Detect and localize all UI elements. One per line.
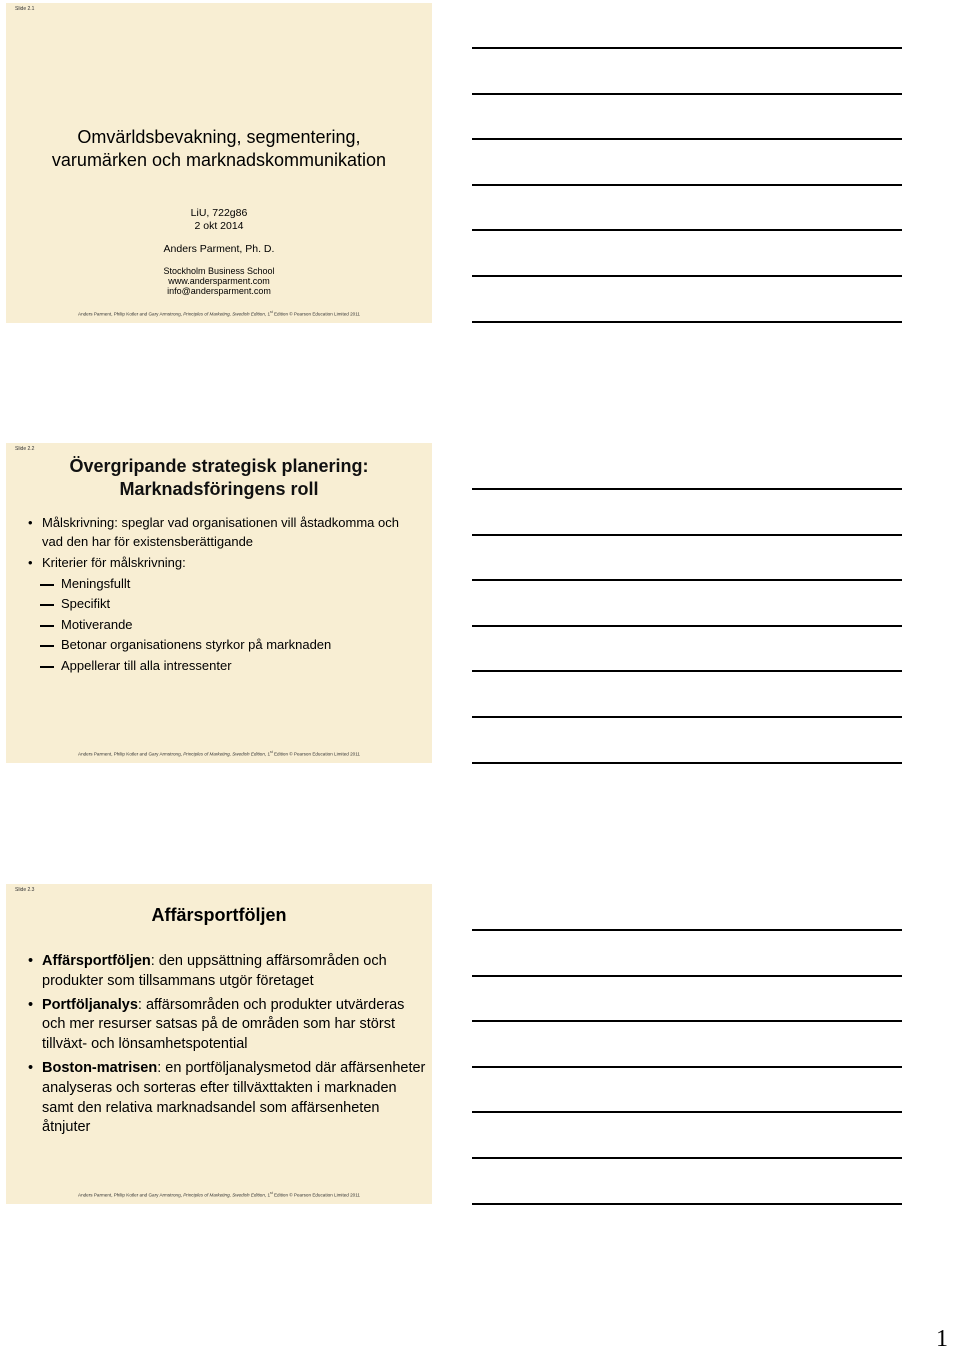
bullet-item: • Kriterier för målskrivning: bbox=[28, 555, 186, 570]
note-line bbox=[472, 1111, 902, 1113]
note-line bbox=[472, 93, 902, 95]
note-line bbox=[472, 321, 902, 323]
note-line bbox=[472, 762, 902, 764]
slide-footer: Anders Parment, Philip Kotler and Gary Armstrong, Principles of Marketing, Swedish Edition, 1st Edition © Pearson Education Limited 2011 bbox=[78, 750, 360, 757]
slide-3 bbox=[6, 884, 432, 1204]
course-code: LiU, 722g86 bbox=[190, 207, 248, 219]
slide-title: Övergripande strategisk planering: Marknadsföringens roll bbox=[69, 456, 369, 499]
note-line bbox=[472, 1020, 902, 1022]
bullet-item: • Boston-matrisen: en portföljanalysmetod där affärsenheter analyseras och sorteras efter tillväxttakten i marknaden samt den relativa marknadsandel som affärsenheten åtnjuter bbox=[28, 1059, 426, 1136]
website: www.andersparment.com bbox=[168, 276, 270, 286]
slide-title: Affärsportföljen bbox=[151, 905, 287, 925]
slide-footer: Anders Parment, Philip Kotler and Gary Armstrong, Principles of Marketing, Swedish Edition, 1st Edition © Pearson Education Limited 2011 bbox=[78, 1191, 360, 1198]
note-line bbox=[472, 184, 902, 186]
sub-bullet-item: Betonar organisationens styrkor på marknaden bbox=[26, 635, 416, 654]
bullet-item: • Affärsportföljen: den uppsättning affärsområden och produkter som tillsammans utgör företaget bbox=[28, 953, 387, 989]
sub-bullet-item: Specifikt bbox=[26, 594, 416, 613]
note-line bbox=[472, 488, 902, 490]
slide-2 bbox=[6, 443, 432, 763]
note-line bbox=[472, 534, 902, 536]
slide-1 bbox=[6, 3, 432, 323]
note-line bbox=[472, 47, 902, 49]
slide-number: Slide 2.2 bbox=[15, 446, 35, 452]
email: info@andersparment.com bbox=[167, 286, 271, 296]
sub-bullet-item: Motiverande bbox=[26, 615, 416, 634]
date: 2 okt 2014 bbox=[194, 220, 244, 232]
note-line bbox=[472, 229, 902, 231]
slide-number: Slide 2.3 bbox=[15, 887, 35, 893]
bullet-item: • Målskrivning: speglar vad organisationen vill åstadkomma och vad den har för existensberättigande bbox=[28, 515, 399, 549]
author: Anders Parment, Ph. D. bbox=[163, 243, 275, 255]
note-line bbox=[472, 579, 902, 581]
note-line bbox=[472, 670, 902, 672]
note-line bbox=[472, 716, 902, 718]
slide-title: Omvärldsbevakning, segmentering, varumärken och marknadskommunikation bbox=[51, 127, 387, 170]
school: Stockholm Business School bbox=[163, 266, 275, 276]
note-line bbox=[472, 1157, 902, 1159]
note-line bbox=[472, 625, 902, 627]
slide-meta bbox=[6, 207, 432, 296]
sub-bullet-item: Appellerar till alla intressenter bbox=[26, 656, 416, 675]
bullet-item: • Portföljanalys: affärsområden och produkter utvärderas och mer resurser satsas på de områden som har störst tillväxt- och lönsamhetspotential bbox=[28, 996, 405, 1053]
sub-bullet-item: Meningsfullt bbox=[26, 574, 416, 593]
slide-number: Slide 2.1 bbox=[15, 6, 35, 12]
note-line bbox=[472, 1203, 902, 1205]
slide-content bbox=[26, 513, 416, 675]
note-line bbox=[472, 275, 902, 277]
note-line bbox=[472, 138, 902, 140]
slide-footer: Anders Parment, Philip Kotler and Gary Armstrong, Principles of Marketing, Swedish Edition, 1st Edition © Pearson Education Limited 2011 bbox=[78, 310, 360, 317]
page-number: 1 bbox=[936, 1326, 948, 1352]
note-line bbox=[472, 1066, 902, 1068]
note-line bbox=[472, 975, 902, 977]
slide-content bbox=[26, 952, 426, 1142]
note-line bbox=[472, 929, 902, 931]
